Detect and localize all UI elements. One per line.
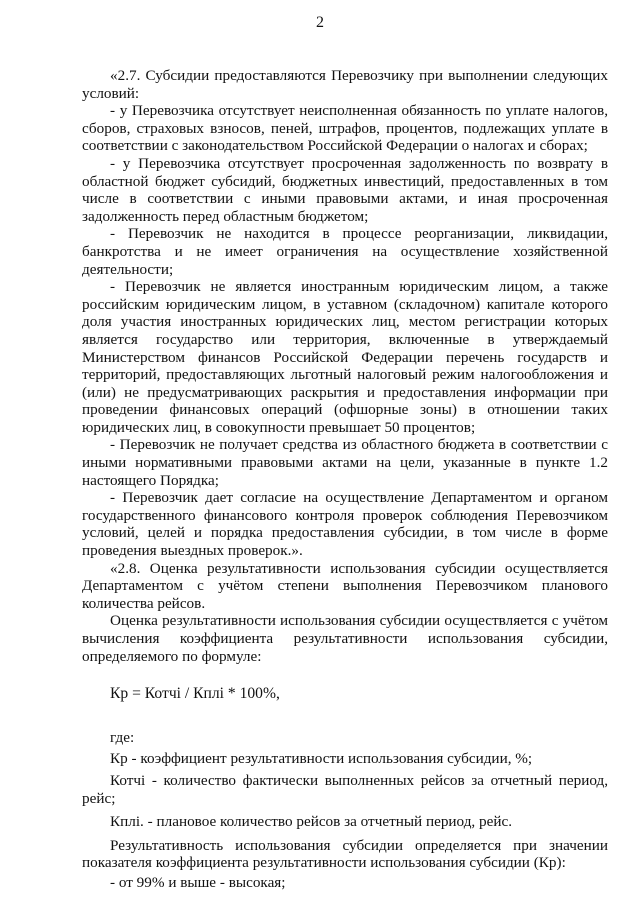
condition-no-overdue-debt: - у Перевозчика отсутствует просроченная задолженность по возврату в областной бюджет субсидий, бюджетных инвестиций, предоставленных в том числе в соответствии с иными правовыми актами, и иная просроченная задолженность перед областным бюджетом; bbox=[82, 154, 608, 225]
where-label: где: bbox=[110, 728, 135, 746]
condition-not-reorganizing: - Перевозчик не находится в процессе реорганизации, ликвидации, банкротства и не имеет ограничения на осуществление хозяйственной деятельности; bbox=[82, 225, 608, 278]
definition-kpl: Кплi. - плановое количество рейсов за отчетный период, рейс. bbox=[110, 813, 513, 831]
result-level-high: - от 99% и выше - высокая; bbox=[110, 873, 286, 891]
condition-no-tax-debt: - у Перевозчика отсутствует неисполненная обязанность по уплате налогов, сборов, страховых взносов, пеней, штрафов, процентов, подлежащих уплате в соответствии с законодательством Российской Федерации о налогах и сборах; bbox=[82, 102, 608, 155]
condition-no-other-funds: - Перевозчик не получает средства из областного бюджета в соответствии с иными нормативными правовыми актами на цели, указанные в пункте 1.2 настоящего Порядка; bbox=[82, 436, 608, 489]
paragraph-2-8: «2.8. Оценка результативности использования субсидии осуществляется Департаментом с учётом степени выполнения Перевозчиком планового количества рейсов. bbox=[82, 559, 608, 612]
definition-kr: Кр - коэффициент результативности использования субсидии, %; bbox=[110, 750, 533, 768]
paragraph-result-levels: Результативность использования субсидии определяется при значении показателя коэффициента результативности использования субсидии (Кр): bbox=[82, 836, 608, 872]
page-number: 2 bbox=[316, 14, 324, 31]
condition-consent-to-audit: - Перевозчик дает согласие на осуществление Департаментом и органом государственного финансового контроля проверок соблюдения Перевозчиком условий, целей и порядка предоставления субсидии, в том числе в форме проведения выездных проверок.». bbox=[82, 489, 608, 560]
condition-not-foreign-entity: - Перевозчик не является иностранным юридическим лицом, а также российским юридическим лицом, в уставном (складочном) капитале которого доля участия иностранных юридических лиц, местом регистрации которых является государство или территория, включенные в утверждаемый Министерством финансов Российской Федерации перечень государств и территорий, предоставляющих льготный налоговый режим налогообложения и (или) не предусматривающих раскрытия и предоставления информации при проведении финансовых операций (офшорные зоны) в отношении таких юридических лиц, в совокупности превышает 50 процентов; bbox=[82, 278, 608, 436]
paragraph-2-7-intro: «2.7. Субсидии предоставляются Перевозчику при выполнении следующих условий: bbox=[82, 67, 608, 102]
document-body bbox=[82, 67, 608, 892]
definition-kotch: Котчi - количество фактически выполненных рейсов за отчетный период, рейс; bbox=[82, 771, 608, 807]
paragraph-efficiency-calc: Оценка результативности использования субсидии осуществляется с учётом вычисления коэффициента результативности использования субсидии, определяемого по формуле: bbox=[82, 612, 608, 665]
formula: Кр = Котчi / Кплi * 100%, bbox=[110, 685, 280, 703]
